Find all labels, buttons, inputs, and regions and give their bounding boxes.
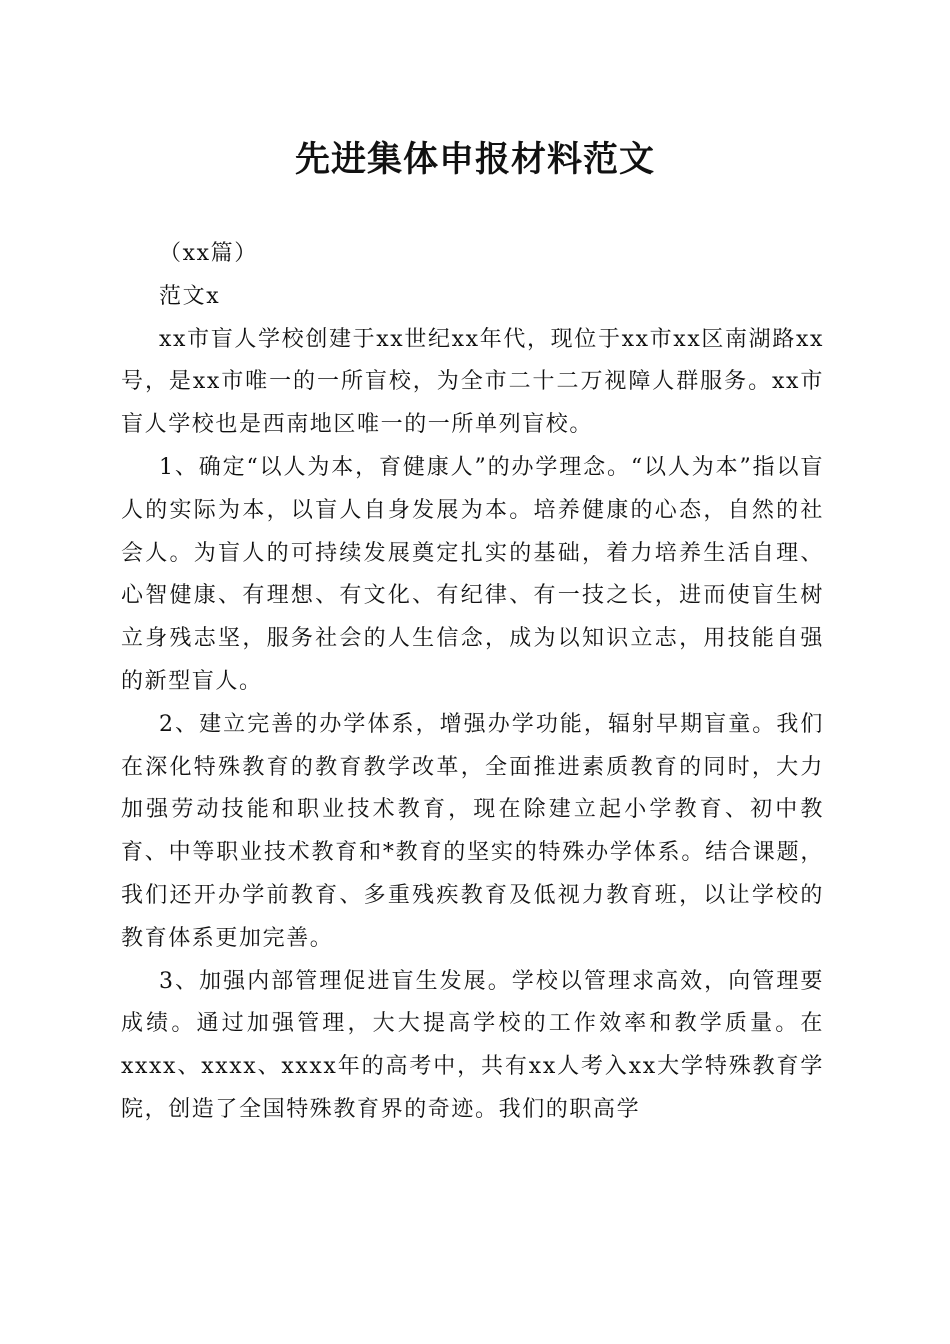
paragraph-collection-note: （xx篇）	[159, 241, 258, 266]
paragraph-point-3: 3、加强内部管理促进盲生发展。学校以管理求高效，向管理要成绩。通过加强管理，大大提高学校的工作效率和教学质量。在xxxx、xxxx、xxxx年的高考中，共有xx人考入xx大学特殊教育学院，创造了全国特殊教育界的奇迹。我们的职高学	[121, 968, 824, 1122]
paragraph-point-2: 2、建立完善的办学体系，增强办学功能，辐射早期盲童。我们在深化特殊教育的教育教学改革，全面推进素质教育的同时，大力加强劳动技能和职业技术教育，现在除建立起小学教育、初中教育、中等职业技术教育和*教育的坚实的特殊办学体系。结合课题，我们还开办学前教育、多重残疾教育及低视力教育班，以让学校的教育体系更加完善。	[121, 711, 824, 951]
document-title: 先进集体申报材料范文	[294, 139, 655, 180]
paragraph-point-1: 1、确定“以人为本，育健康人”的办学理念。“以人为本”指以盲人的实际为本，以盲人自身发展为本。培养健康的心态，自然的社会人。为盲人的可持续发展奠定扎实的基础，着力培养生活自理、心智健康、有理想、有文化、有纪律、有一技之长，进而使盲生树立身残志坚，服务社会的人生信念，成为以知识立志，用技能自强的新型盲人。	[121, 454, 824, 694]
paragraph-sample-label: 范文x	[159, 283, 221, 309]
paragraph-intro: xx市盲人学校创建于xx世纪xx年代，现位于xx市xx区南湖路xx号，是xx市唯一的一所盲校，为全市二十二万视障人群服务。xx市盲人学校也是西南地区唯一的一所单列盲校。	[121, 326, 824, 438]
document-body	[121, 233, 824, 1132]
